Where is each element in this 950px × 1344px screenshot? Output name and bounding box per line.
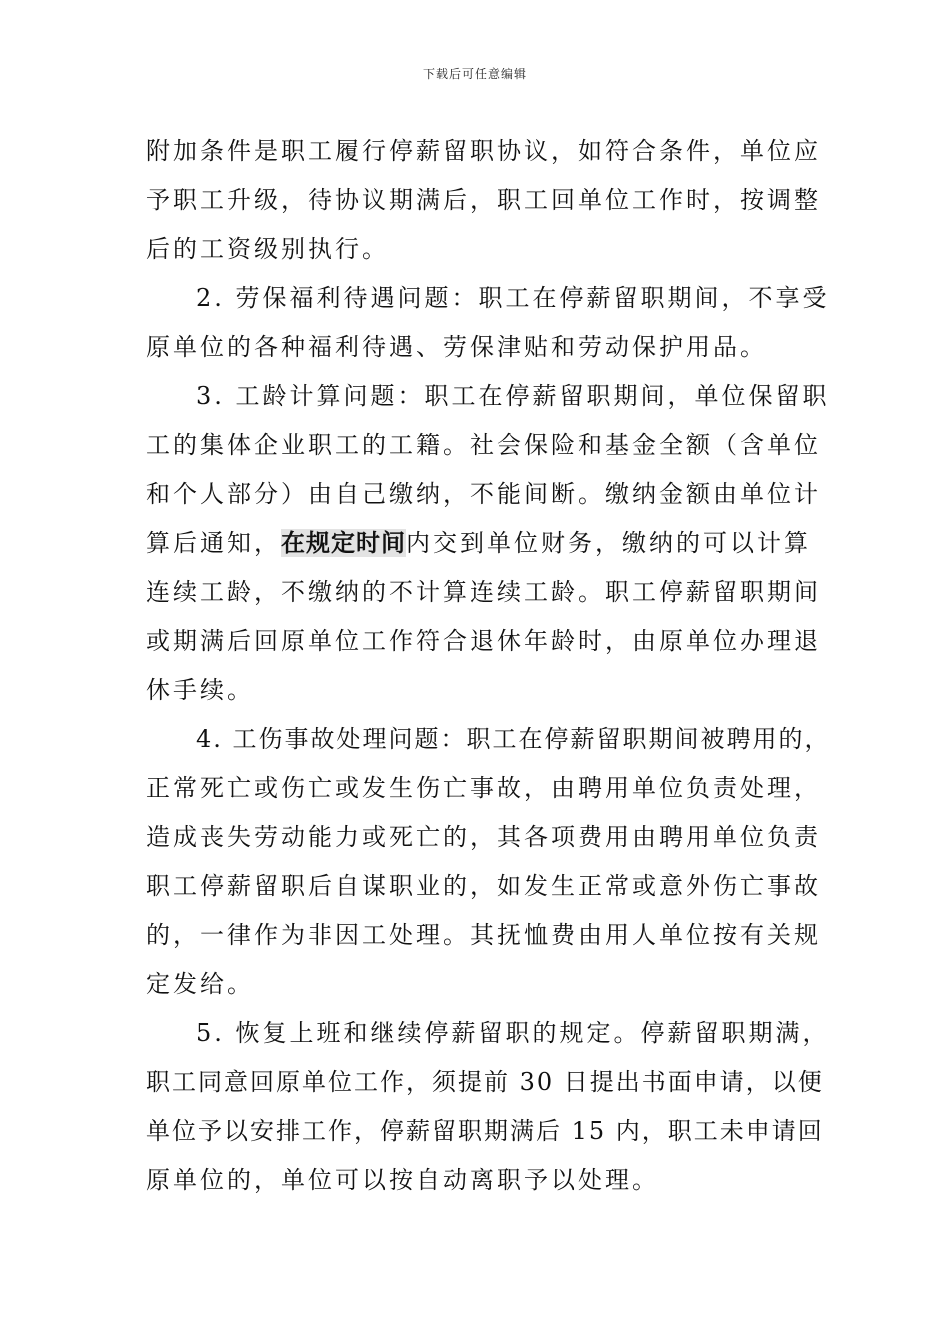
text-line: 4. 工伤事故处理问题：职工在停薪留职期间被聘用的，	[196, 725, 831, 753]
text-line: 或期满后回原单位工作符合退休年龄时，由原单位办理退	[146, 627, 821, 655]
text-line: 和个人部分）由自己缴纳，不能间断。缴纳金额由单位计	[146, 480, 821, 508]
text-line: 附加条件是职工履行停薪留职协议，如符合条件，单位应	[146, 137, 821, 165]
text-line: 5. 恢复上班和继续停薪留职的规定。停薪留职期满，	[196, 1019, 830, 1047]
paragraph-welfare	[146, 274, 830, 372]
text-line: 的，一律作为非因工处理。其抚恤费由用人单位按有关规	[146, 921, 821, 949]
paragraph-work-injury	[146, 715, 831, 1009]
paragraph-return-to-work	[146, 1009, 830, 1205]
text-segment: 内交到单位财务，缴纳的可以计算	[406, 529, 811, 557]
highlighted-phrase: 在规定时间	[281, 529, 406, 557]
paragraph-salary-conditions	[146, 127, 821, 274]
page-header: 下载后可任意编辑	[422, 67, 527, 81]
text-line: 原单位的，单位可以按自动离职予以处理。	[146, 1166, 659, 1194]
text-line: 工的集体企业职工的工籍。社会保险和基金全额（含单位	[146, 431, 821, 459]
text-line	[146, 519, 816, 568]
text-line: 职工同意回原单位工作，须提前 30 日提出书面申请，以便	[146, 1068, 824, 1096]
text-line: 2. 劳保福利待遇问题：职工在停薪留职期间，不享受	[196, 284, 830, 312]
paragraph-seniority	[146, 372, 830, 715]
text-line: 连续工龄，不缴纳的不计算连续工龄。职工停薪留职期间	[146, 578, 821, 606]
text-line: 休手续。	[146, 676, 254, 704]
document-body	[146, 127, 831, 1205]
text-segment: 算后通知，	[146, 529, 281, 557]
text-line: 职工停薪留职后自谋职业的，如发生正常或意外伤亡事故	[146, 872, 821, 900]
text-line: 原单位的各种福利待遇、劳保津贴和劳动保护用品。	[146, 333, 767, 361]
text-line: 予职工升级，待协议期满后，职工回单位工作时，按调整	[146, 186, 821, 214]
text-line: 后的工资级别执行。	[146, 235, 389, 263]
text-line: 单位予以安排工作，停薪留职期满后 15 内，职工未申请回	[146, 1117, 824, 1145]
text-line: 正常死亡或伤亡或发生伤亡事故，由聘用单位负责处理，	[146, 774, 821, 802]
text-line: 造成丧失劳动能力或死亡的，其各项费用由聘用单位负责	[146, 823, 821, 851]
text-line: 3. 工龄计算问题：职工在停薪留职期间，单位保留职	[196, 382, 830, 410]
text-line: 定发给。	[146, 970, 254, 998]
